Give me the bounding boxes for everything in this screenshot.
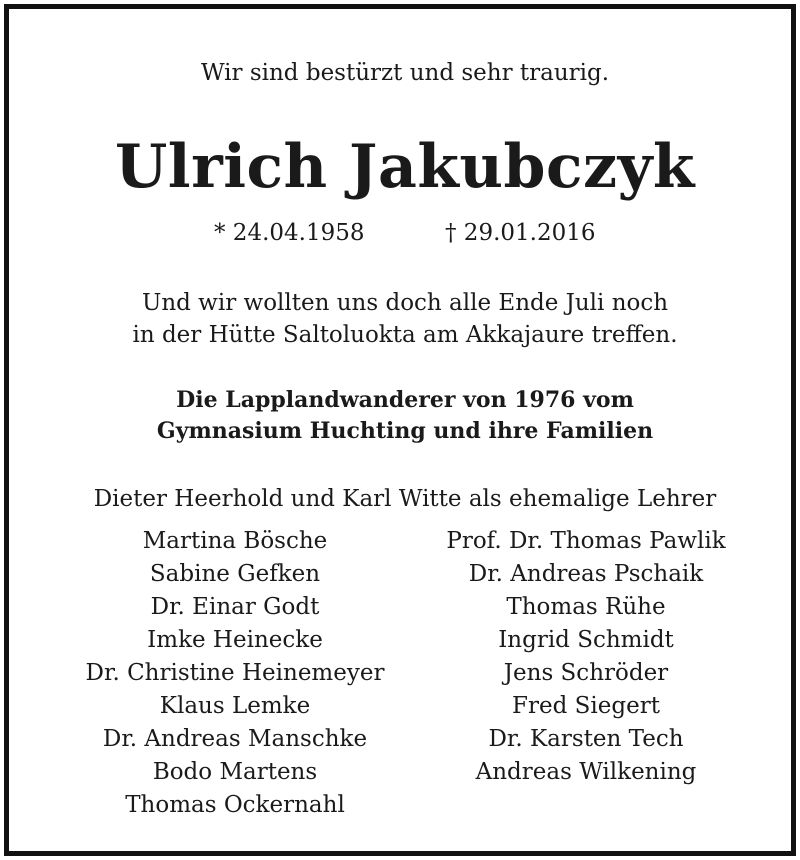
memorial-message-line: in der Hütte Saltoluokta am Akkajaure treffen. xyxy=(132,322,678,348)
names-list-right xyxy=(406,525,766,789)
signer-name: Andreas Wilkening xyxy=(475,759,697,785)
signer-name: Klaus Lemke xyxy=(159,693,311,719)
signer-name: Jens Schröder xyxy=(503,660,669,686)
signer-name: Dr. Andreas Manschke xyxy=(102,726,368,752)
signer-name: Imke Heinecke xyxy=(147,627,323,653)
teachers-line: Dieter Heerhold und Karl Witte als ehemalige Lehrer xyxy=(93,486,717,512)
intro-text: Wir sind bestürzt und sehr traurig. xyxy=(200,60,610,86)
group-signature-line: Gymnasium Huchting und ihre Familien xyxy=(156,418,654,444)
signer-name: Ingrid Schmidt xyxy=(498,627,674,653)
signer-name: Prof. Dr. Thomas Pawlik xyxy=(446,528,726,554)
signer-name: Sabine Gefken xyxy=(149,561,321,587)
obituary-frame xyxy=(4,4,796,856)
signer-name: Dr. Einar Godt xyxy=(150,594,320,620)
signer-name: Dr. Karsten Tech xyxy=(488,726,684,752)
signer-name: Bodo Martens xyxy=(152,759,318,785)
signer-name: Thomas Rühe xyxy=(506,594,666,620)
signer-name: Martina Bösche xyxy=(142,528,328,554)
signer-name: Fred Siegert xyxy=(512,693,660,719)
death-date: † 29.01.2016 xyxy=(445,220,596,246)
memorial-message-line: Und wir wollten uns doch alle Ende Juli noch xyxy=(141,290,669,316)
group-signature xyxy=(9,385,800,447)
signer-name: Dr. Christine Heinemeyer xyxy=(85,660,385,686)
memorial-message xyxy=(9,287,800,351)
signer-name: Dr. Andreas Pschaik xyxy=(468,561,704,587)
signer-name: Thomas Ockernahl xyxy=(125,792,345,818)
group-signature-line: Die Lapplandwanderer von 1976 vom xyxy=(176,387,634,413)
names-list-left xyxy=(55,525,415,822)
deceased-name: Ulrich Jakubczyk xyxy=(114,132,696,202)
birth-date: * 24.04.1958 xyxy=(214,220,365,246)
